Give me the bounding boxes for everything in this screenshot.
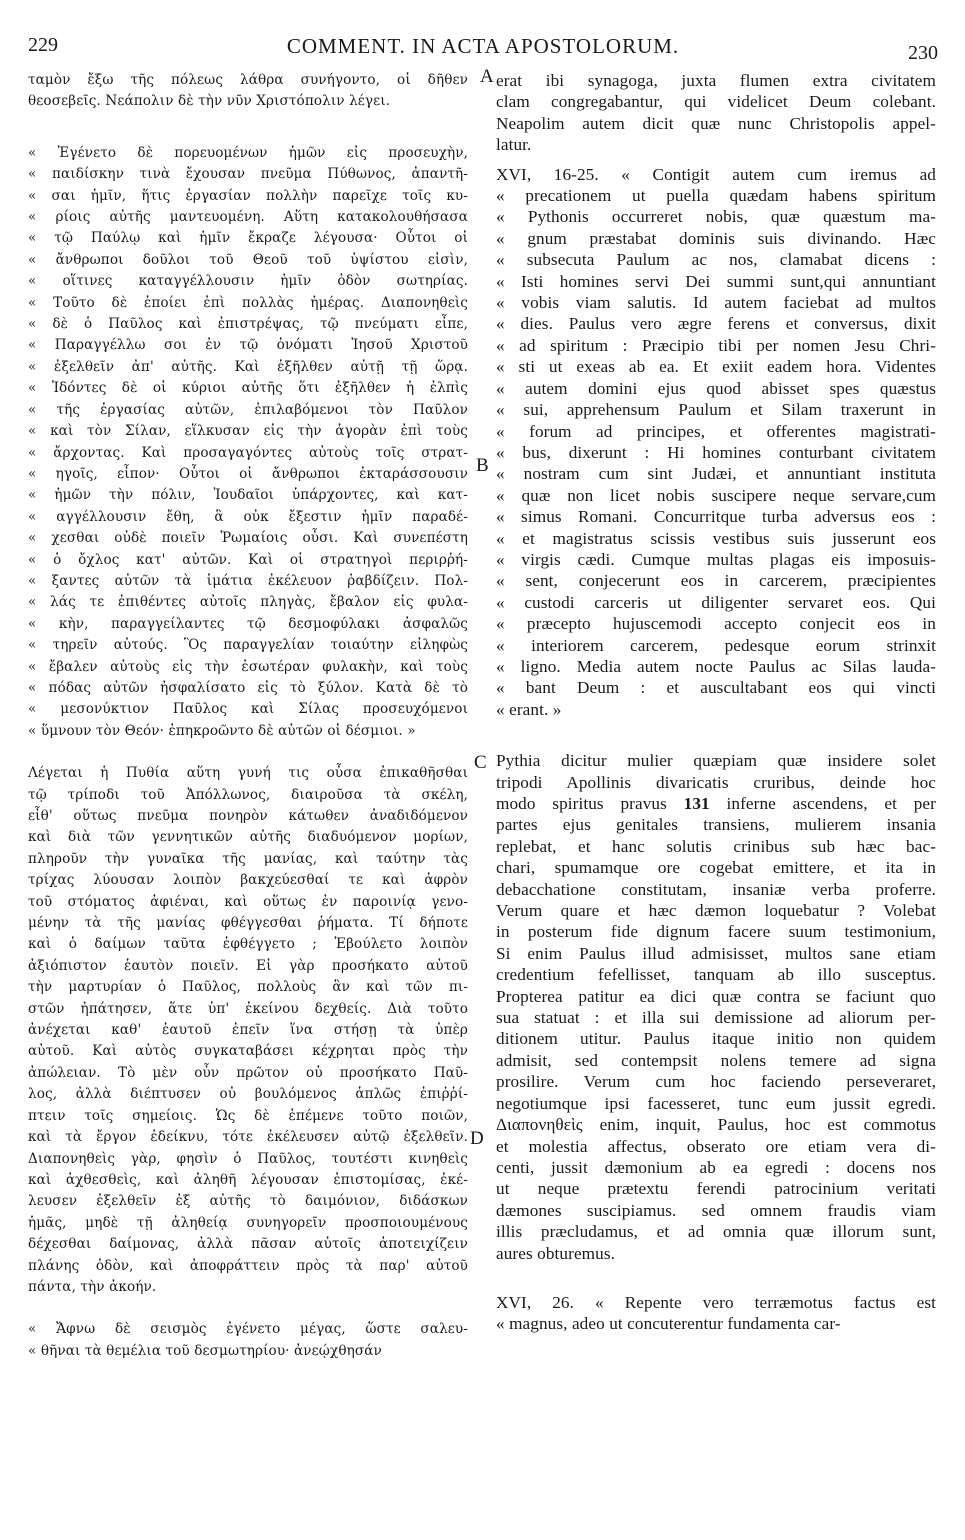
text-line: « ἄρχοντας. Καὶ προσαγαγόντες αὐτοὺς τοῖς στρατ- <box>28 444 468 461</box>
margin-marker-d: D <box>470 1128 484 1149</box>
text-line: « ὁ ὄχλος κατ' αὐτῶν. Καὶ οἱ στρατηγοὶ περιρῥή- <box>28 551 468 568</box>
text-line: « σαι ἡμῖν, ἥτις ἐργασίαν πολλὴν παρεῖχε τοῖς κυ- <box>28 187 468 204</box>
text-line: Διαπονηθεὶς γὰρ, φησὶν ὁ Παῦλος, τουτέστι κινηθεὶς <box>28 1150 468 1167</box>
text-line: λευσεν ἐξελθεῖν ἐξ αὐτῆς τὸ δαιμόνιον, διδάσκων <box>28 1193 468 1210</box>
text-line: « παιδίσκην τινὰ ἔχουσαν πνεῦμα Πύθωνος, ἀπαντῆ- <box>28 166 468 183</box>
text-line: τρίχας λύουσαν λοιπὸν βακχεύεσθαί τε καὶ ἀφρὸν <box>28 872 468 889</box>
text-line: dæmones suscipiamus. sed omnem fraudis viam <box>496 1200 936 1220</box>
margin-marker-b: B <box>476 455 489 476</box>
text-line: « sui, apprehensum Paulum et Silam traxerunt in <box>496 400 936 420</box>
text-line: τῷ τρίποδι τοῦ Ἀπόλλωνος, διαιροῦσα τὰ σκέλη, <box>28 786 468 803</box>
latin-block-commentary <box>496 750 936 1264</box>
text-line: « sti ut exeas ab ea. Et exiit eadem hora. Videntes <box>496 357 936 377</box>
text-line: πτειν τοῖς σημείοις. Ὡς δὲ ἐπέμενε τοῦτο ποιῶν, <box>28 1107 468 1124</box>
text-line: « autem domini ejus quod abisset spes quæstus <box>496 378 936 398</box>
text-line: μένην τὰ τῆς μανίας φθέγγεσθαι ῥήματα. Τί δήποτε <box>28 915 468 932</box>
text-line: « præcepto hujuscemodi accepto conjecit eos in <box>496 614 936 634</box>
latin-block-verse-26 <box>496 1292 936 1335</box>
page-number-right: 230 <box>908 42 938 64</box>
text-line: « ἔβαλεν αὐτοὺς εἰς τὴν ἐσωτέραν φυλακὴν, καὶ τοὺς <box>28 658 468 675</box>
text-line: τὴν μαρτυρίαν ὁ Παῦλος, πολλοὺς ἂν καὶ τῶν πι- <box>28 979 468 996</box>
text-line: « forum ad principes, et offerentes magistrati- <box>496 421 936 441</box>
text-line: « interiorem carcerem, pedesque eorum strinxit <box>496 635 936 655</box>
text-line: ἀπώλειαν. Τὸ μὲν οὖν πρῶτον οὐ προσήκατο Παῦ- <box>28 1064 468 1081</box>
text-line: latur. <box>496 135 532 155</box>
text-line: αὐτοῦ. Καὶ αὐτὸς συγκαταβάσει κέχρηται πρὸς τὴν <box>28 1043 468 1060</box>
text-line: « et magistratus scissis vestibus suis jusserunt eos <box>496 528 936 548</box>
text-line: λος, ἀλλὰ διέπτυσεν οὐ βουλόμενος ἁπλῶς ἐπιῤῥί- <box>28 1086 468 1103</box>
text-line: « τῆς ἐργασίας αὐτῶν, ἐπιλαβόμενοι τὸν Παῦλον <box>28 401 468 418</box>
text-line: chari, spumamque ore cogebat emittere, et ita in <box>496 858 936 878</box>
greek-block-verse-26 <box>28 1319 468 1362</box>
greek-block-commentary <box>28 763 468 1298</box>
text-line: τοῦ στόματος ἀφιέναι, καὶ οὕτως ἐν παροινίᾳ γενο- <box>28 893 468 910</box>
latin-block-scripture <box>496 164 936 721</box>
text-line: Si enim Paulus illud admisisset, multos sane etiam <box>496 943 936 963</box>
text-line: « ἐξελθεῖν ἀπ' αὐτῆς. Καὶ ἐξῆλθεν αὐτῇ τῇ ὥρᾳ. <box>28 358 468 375</box>
text-line: στῶν ἠπάτησεν, ἅτε ὑπ' ἐκείνου δεχθείς. Διὰ τοῦτο <box>28 1000 468 1017</box>
text-line: centi, jussit dæmonium ab ea egredi : docens nos <box>496 1157 936 1177</box>
text-line: ditionem utitur. Paulus itaque initio non quidem <box>496 1029 936 1049</box>
text-line: « simus Romani. Concurritque turba adversus eos : <box>496 507 936 527</box>
text-line: « bant Deum : et auscultabant eos qui vincti <box>496 678 936 698</box>
text-line: « bus, dixerunt : Hi homines conturbant civitatem <box>496 442 936 462</box>
latin-commentary-line <box>496 793 936 814</box>
text-line: « αγγέλλουσιν ἔθη, ἃ οὐκ ἔξεστιν ἡμῖν παραδέ- <box>28 508 468 525</box>
text-line: « ad spiritum : Præcipio tibi per nomen Jesu Chri- <box>496 335 936 355</box>
text-line: « custodi carceris ut diligenter servaret eos. Qui <box>496 592 936 612</box>
text-line: « τῷ Παύλῳ καὶ ἡμῖν ἔκραζε λέγουσα· Οὗτοι οἱ <box>28 230 468 247</box>
text-line: καὶ τὰ ἔργον ἐδείκνυ, τότε ἐκέλευσεν αὐτῷ ἐξελθεῖν. <box>28 1129 468 1146</box>
text-line: ut neque prætextu ferendi patrocinium veritati <box>496 1179 936 1199</box>
latin-commentary-rest <box>496 814 936 1264</box>
margin-marker-a: A <box>480 66 494 87</box>
text-line: ἀνέχεται καθ' ἑαυτοῦ ἐπεῖν ἵνα στήσῃ τὰ ὑπὲρ <box>28 1022 468 1039</box>
text-line: « οἵτινες καταγγέλλουσιν ἡμῖν ὁδὸν σωτηρίας. <box>28 273 468 290</box>
latin-block-intro <box>496 70 936 156</box>
text-line: « θῆναι τὰ θεμέλια τοῦ δεσμωτηρίου· ἀνεῴχθησάν <box>28 1342 382 1359</box>
running-title: COMMENT. IN ACTA APOSTOLORUM. <box>286 34 680 58</box>
text-line: « ξαντες αὐτῶν τὰ ἱμάτια ἐκέλευον ῥαβδίζειν. Πολ- <box>28 572 468 589</box>
text-line: ταμὸν ἔξω τῆς πόλεως λάθρα συνήγοντο, οἱ δῆθεν <box>28 72 468 88</box>
text-line: καὶ ὁ δαίμων ταῦτα ἐφθέγγετο ; Ἐβούλετο λοιπὸν <box>28 936 468 953</box>
text-line: « δὲ ὁ Παῦλος καὶ ἐπιστρέψας, τῷ πνεύματι εἶπε, <box>28 316 468 333</box>
text-line: « precationem ut puella quædam habens spiritum <box>496 186 936 206</box>
text-line: « μεσονύκτιον Παῦλος καὶ Σίλας προσευχόμενοι <box>28 701 468 718</box>
greek-column <box>28 70 468 1362</box>
page-number-left: 229 <box>28 34 58 56</box>
text-line: « ηγοῖς, εἶπον· Οὗτοι οἱ ἄνθρωποι ἐκταράσσουσιν <box>28 465 468 482</box>
text-line: « vobis viam salutis. Id autem faciebat ad multos <box>496 293 936 313</box>
page-header <box>28 30 938 66</box>
text-line: « nostram cum sint Judæi, et annuntiant instituta <box>496 464 936 484</box>
text-line: « erant. » <box>496 699 562 719</box>
text-line: δέχεσθαι δαίμονας, ἀλλὰ πᾶσαν αὐτοῖς ἀποτειχίζειν <box>28 1236 468 1253</box>
text-line: « ρίοις αὐτῆς μαντευομένη. Αὕτη κατακολουθήσασα <box>28 209 468 226</box>
text-line: « πόδας αὐτῶν ἠσφαλίσατο εἰς τὸ ξύλον. Κατὰ δὲ τὸ <box>28 679 468 696</box>
text-line: « ὕμνουν τὸν Θεόν· ἐπηκροῶντο δὲ αὐτῶν οἱ δέσμιοι. » <box>28 722 416 739</box>
text-line: ἀξιόπιστον ἑαυτὸν ποιεῖν. Εἰ γὰρ προσήκατο αὐτοῦ <box>28 957 468 974</box>
latin-commentary-line: Pythia dicitur mulier quæpiam quæ insidere solet <box>496 751 936 771</box>
latin-commentary-fragment: modo spiritus pravus <box>496 794 667 813</box>
text-line: « ἄνθρωποι δοῦλοι τοῦ Θεοῦ τοῦ ὑψίστου εἰσὶν, <box>28 251 468 268</box>
text-line: « τηρεῖν αὐτούς. Ὃς παραγγελίαν τοιαύτην εἰληφὼς <box>28 637 468 654</box>
text-line: « Ἰδόντες δὲ οἱ κύριοι αὐτῆς ὅτι ἐξῆλθεν ἡ ἐλπὶς <box>28 380 468 397</box>
text-line: καὶ ἀχθεσθεὶς, καὶ ἀληθῆ λέγουσαν ἐπιστομίσας, ἐκέ- <box>28 1171 468 1188</box>
text-line: Propterea patitur ea dici quæ contra se faciunt quo <box>496 986 936 1006</box>
text-line: « sent, conjecerunt eos in carcerem, præcipientes <box>496 571 936 591</box>
text-line: sua statuat : et illa sui demissione ad aliorum per- <box>496 1008 936 1028</box>
text-line: « λάς τε ἐπιθέντες αὐτοῖς πληγὰς, ἔβαλον εἰς φυλα- <box>28 594 468 611</box>
text-line: debacchatione constitutam, insaniæ verba proferre. <box>496 879 936 899</box>
text-line: « Pythonis occurreret nobis, quæ quæstum ma- <box>496 207 936 227</box>
text-line: « ἡμῶν τὴν πόλιν, Ἰουδαῖοι ὑπάρχοντες, καὶ κατ- <box>28 487 468 504</box>
text-line: et molestia affectus, obserato ore etiam vera di- <box>496 1136 936 1156</box>
text-line: XVI, 26. « Repente vero terræmotus factus est <box>496 1292 936 1312</box>
text-line: negotiumque ipsi facesseret, tunc eum jussit egredi. <box>496 1093 936 1113</box>
text-line: « Ἄφνω δὲ σεισμὸς ἐγένετο μέγας, ὥστε σαλευ- <box>28 1321 468 1338</box>
text-line: Neapolim autem dicit quæ nunc Christopolis appel- <box>496 113 936 133</box>
text-line: replebat, et hanc solutis crinibus sub hæc bac- <box>496 836 936 856</box>
text-line: « virgis cædi. Cumque multas plagas eis imposuis- <box>496 549 936 569</box>
text-line: illis præcludamus, et ad omnia quæ illorum sunt, <box>496 1222 936 1242</box>
latin-column <box>496 70 936 1335</box>
text-line: « quæ non licet nobis suscipere neque servare,cum <box>496 485 936 505</box>
text-line: « καὶ τὸν Σίλαν, εἵλκυσαν εἰς τὴν ἀγορὰν ἐπὶ τοὺς <box>28 423 468 440</box>
text-line: prosilire. Verum cum hoc faciendo perseveraret, <box>496 1072 936 1092</box>
text-line: « Isti homines servi Dei summi sunt,qui annuntiant <box>496 271 936 291</box>
text-line: ἡμᾶς, μηδὲ τῇ ἀληθείᾳ συνηγορεῖν προσποιουμένους <box>28 1214 468 1231</box>
text-line: partes ejus genitales transiens, mulierem insania <box>496 815 936 835</box>
margin-marker-c: C <box>474 752 487 773</box>
text-line: credentium fefellisset, tanquam ab illo susceptus. <box>496 965 936 985</box>
greek-block-scripture <box>28 143 468 742</box>
text-line: πλάνης ὁδὸν, καὶ ἀποφράττειν πρὸς τὰ παρ' αὐτοῦ <box>28 1257 468 1274</box>
text-line: « magnus, adeo ut concuterentur fundamenta car- <box>496 1314 841 1334</box>
column-number-badge: 131 <box>683 794 710 813</box>
text-line: θεοσεβεῖς. Νεάπολιν δὲ τὴν νῦν Χριστόπολιν λέγει. <box>28 93 391 110</box>
text-line: « Ἐγένετο δὲ πορευομένων ἡμῶν εἰς προσευχὴν, <box>28 144 468 161</box>
text-line: Verum quare et hæc dæmon loquebatur ? Volebat <box>496 901 936 921</box>
text-line: εἶθ' οὕτως πνεῦμα πονηρὸν κάτωθεν ἀναδιδόμενον <box>28 808 468 824</box>
text-line: Διαπονηθεὶς enim, inquit, Paulus, hoc est commotus <box>496 1115 936 1135</box>
latin-commentary-fragment: inferne ascendens, et per <box>726 794 936 813</box>
text-line: Λέγεται ἡ Πυθία αὕτη γυνή τις οὖσα ἐπικαθῆσθαι <box>28 765 468 782</box>
latin-commentary-line: tripodi Apollinis divaricatis cruribus, deinde hoc <box>496 772 936 792</box>
greek-block-intro <box>28 70 468 113</box>
text-line: « κὴν, παραγγείλαντες τῷ δεσμοφύλακι ἀσφαλῶς <box>28 615 468 632</box>
text-line: « Παραγγέλλω σοι ἐν τῷ ὀνόματι Ἰησοῦ Χριστοῦ <box>28 337 468 354</box>
text-line: « χεσθαι οὐδὲ ποιεῖν Ῥωμαίοις οὖσι. Καὶ συνεπέστη <box>28 530 468 547</box>
text-line: « Τοῦτο δὲ ἐποίει ἐπὶ πολλὰς ἡμέρας. Διαπονηθεὶς <box>28 294 468 311</box>
text-line: « ligno. Media autem nocte Paulus ac Silas lauda- <box>496 656 936 676</box>
text-line: « gnum præstabat dominis suis divinando. Hæc <box>496 228 936 248</box>
text-line: « dies. Paulus vero ægre ferens et conversus, dixit <box>496 314 936 334</box>
text-line: πάντα, τὴν ἀκοήν. <box>28 1278 157 1295</box>
text-line: καὶ διὰ τῶν γεννητικῶν αὐτῆς διαδυόμενον μορίων, <box>28 829 468 846</box>
text-line: erat ibi synagoga, juxta flumen extra civitatem <box>496 71 936 90</box>
text-line: in posterum fide dignum facere suum testimonium, <box>496 922 936 942</box>
text-line: « subsecuta Paulum ac nos, clamabat dicens : <box>496 250 936 270</box>
text-line: πληροῦν τὴν γυναῖκα τῆς μανίας, καὶ ταύτην τὰς <box>28 850 468 867</box>
text-line: admisit, sed contempsit nolens temere ad signa <box>496 1050 936 1070</box>
text-line: clam congregabantur, qui videlicet Deum colebant. <box>496 92 936 112</box>
text-line: aures obturemus. <box>496 1243 616 1263</box>
text-line: XVI, 16-25. « Contigit autem cum iremus ad <box>496 164 936 184</box>
